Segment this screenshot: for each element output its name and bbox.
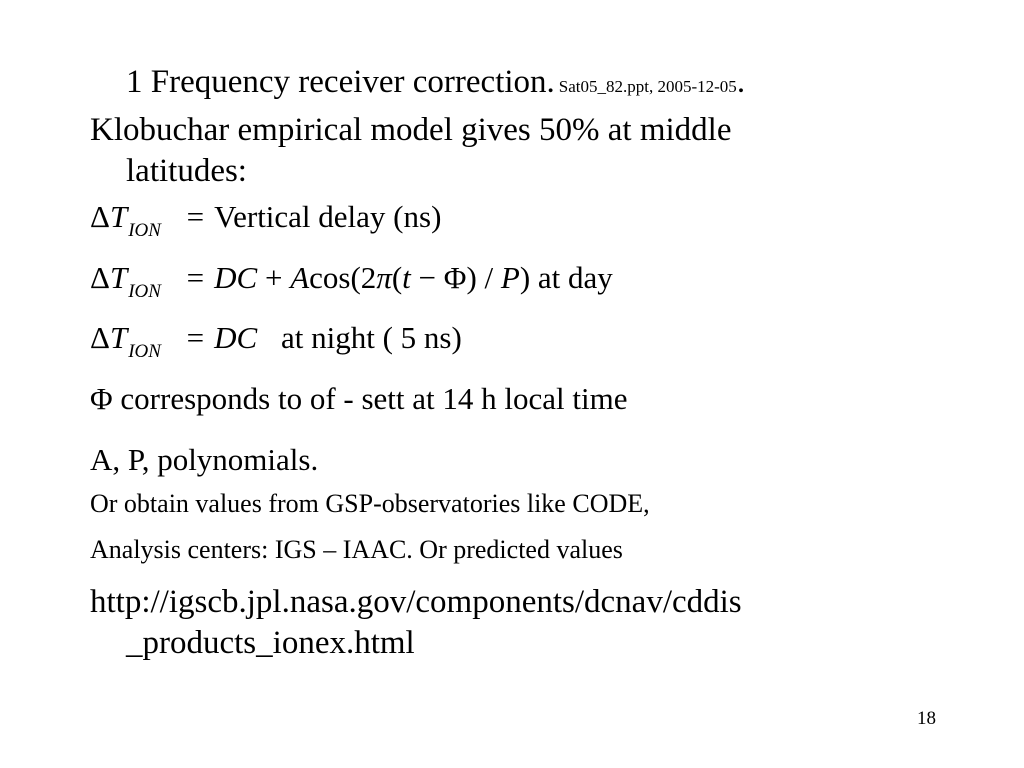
equals-sign: = — [186, 199, 205, 234]
title-reference: Sat05_82.ppt, 2005-12-05 — [558, 77, 737, 96]
slide-title — [126, 66, 745, 99]
klobuchar-line-2: latitudes: — [126, 153, 247, 189]
equation-tail: at night ( 5 ns) — [280, 320, 462, 355]
pi-symbol: π — [376, 260, 392, 295]
paren-open: ( — [391, 260, 403, 295]
ap-polynomials: A, P, polynomials. — [90, 442, 319, 477]
delta-symbol: Δ — [90, 199, 110, 234]
t-variable: T — [109, 320, 128, 355]
t-variable: T — [109, 260, 128, 295]
delta-symbol: Δ — [90, 320, 110, 355]
equals-sign: = — [186, 260, 205, 295]
phi-description: Φ corresponds to of - sett at 14 h local time — [90, 381, 628, 416]
equation-rhs: Vertical delay (ns) — [214, 199, 442, 234]
equals-sign: = — [186, 320, 205, 355]
equation-vertical-delay — [90, 199, 442, 241]
a-variable: A — [290, 260, 310, 295]
minus-phi: − Φ) / — [418, 260, 501, 295]
equation-night — [90, 320, 462, 362]
plus-sign: + — [264, 260, 283, 295]
title-main-text: 1 Frequency receiver correction. — [126, 64, 555, 100]
ionex-url-line-2: _products_ionex.html — [126, 625, 415, 661]
p-variable: P — [500, 260, 520, 295]
dc-variable: DC — [214, 260, 258, 295]
ion-subscript: ION — [128, 220, 161, 241]
equation-tail: ) at day — [519, 260, 613, 295]
t-variable: T — [109, 199, 128, 234]
t-time-variable: t — [402, 260, 411, 295]
klobuchar-line-1: Klobuchar empirical model gives 50% at middle — [90, 112, 732, 148]
dc-variable: DC — [214, 320, 258, 355]
ionex-url-line-1: http://igscb.jpl.nasa.gov/components/dcnav/cddis — [90, 584, 742, 620]
analysis-centers-line: Analysis centers: IGS – IAAC. Or predicted values — [90, 535, 623, 564]
ion-subscript: ION — [128, 341, 161, 362]
page-number: 18 — [917, 708, 936, 729]
obtain-values-line: Or obtain values from GSP-observatories like CODE, — [90, 489, 650, 518]
equation-day — [90, 260, 613, 302]
title-period: . — [736, 64, 746, 100]
delta-symbol: Δ — [90, 260, 110, 295]
ion-subscript: ION — [128, 281, 161, 302]
cos-open: cos(2 — [309, 260, 377, 295]
